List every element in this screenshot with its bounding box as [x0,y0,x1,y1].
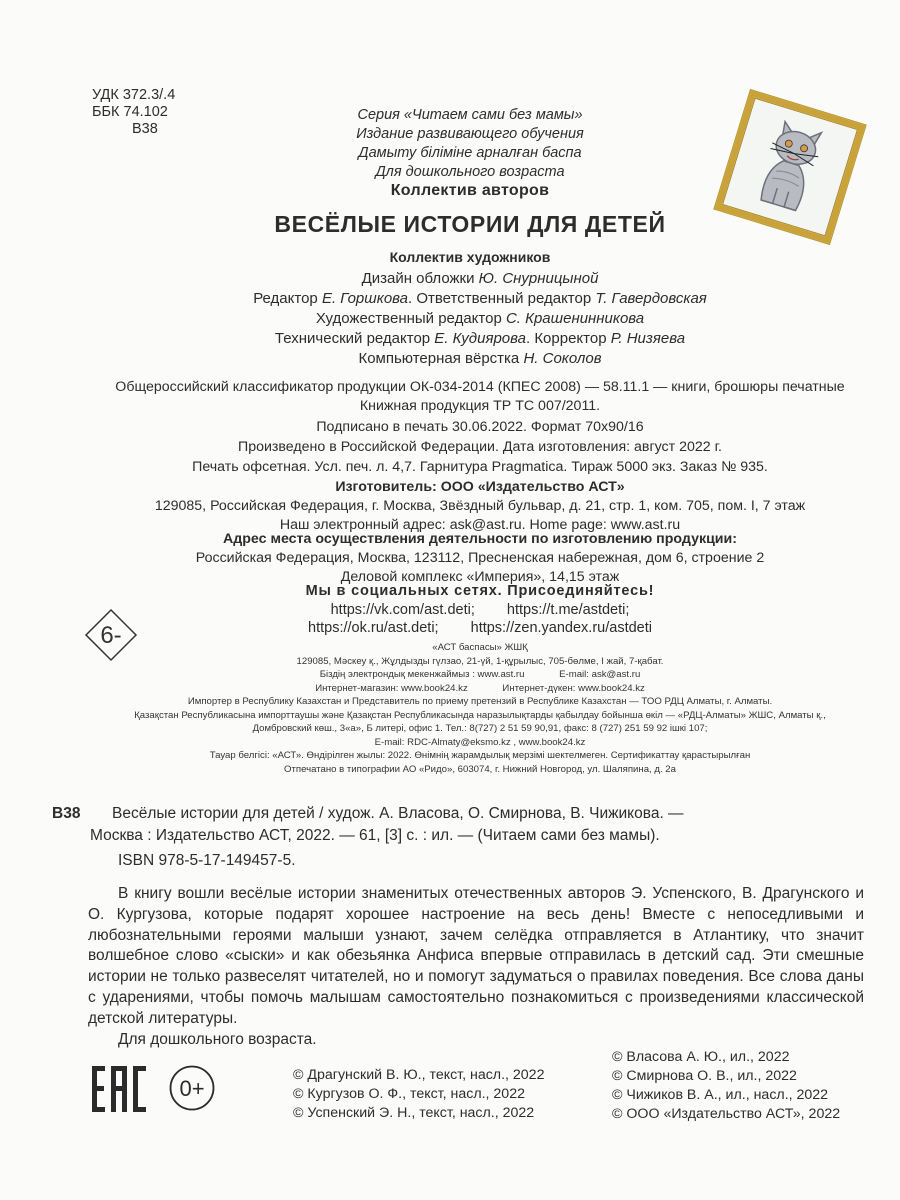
bibliographic-record [52,803,862,847]
isbn: ISBN 978-5-17-149457-5. [118,852,296,869]
credit-name: Р. Низяева [610,330,686,347]
kz-shop-row [80,682,880,696]
circle-icon [169,1065,215,1111]
social-row [180,619,780,638]
credit-line [180,269,780,289]
credit-name: Е. Горшкова [321,290,408,307]
credit-role: Дизайн обложки [361,270,479,287]
bib-line [52,803,862,825]
collective-artists: Коллектив художников [389,249,551,265]
production-site-title: Адрес места осуществления деятельности по изготовлению продукции: [223,531,737,547]
credit-line [180,329,780,349]
credit-line [180,349,780,369]
kz-line: Тауар белгісі: «АСТ». Өндірілген жылы: 2022. Өнімнің жарамдылық мерзімі шектелмеген. Сертификаттау қарастырылған [209,750,751,761]
catalog-codes [92,87,175,138]
credit-role: . Ответственный редактор [408,290,596,307]
credit-name: С. Крашенинникова [505,310,645,327]
copyrights-illustrations [612,1048,840,1124]
cat-icon [722,98,858,237]
manufacturer [80,478,880,535]
annotation [88,884,864,1050]
bib-text: Весёлые истории для детей / худож. А. Власова, О. Смирнова, В. Чижикова. — [112,805,684,822]
print-info-line: Произведено в Российской Федерации. Дата изготовления: август 2022 г. [238,439,722,455]
credit-role: . Корректор [525,330,611,347]
credit-line [180,309,780,329]
production-site [80,530,880,587]
age-rating-0-badge [169,1065,215,1111]
production-site-line: Российская Федерация, Москва, 123112, Пресненская набережная, дом 6, строение 2 [195,550,765,566]
book-title: ВЕСЁЛЫЕ ИСТОРИИ ДЛЯ ДЕТЕЙ [274,211,666,237]
credit-name: Т. Гавердовская [595,290,707,307]
eac-mark [92,1066,146,1112]
credit-line [180,289,780,309]
copyright-line: © Кургузов О. Ф., текст, насл., 2022 [293,1086,525,1102]
credit-role: Редактор [253,290,322,307]
kazakhstan-info [80,641,880,776]
bbk-code: ББК 74.102 [92,104,168,120]
copyright-line: © Чижиков В. А., ил., насл., 2022 [612,1087,829,1103]
annotation-age: Для дошкольного возраста. [118,1030,317,1048]
series-line: Издание развивающего обучения [356,126,584,142]
link-ok[interactable]: https://ok.ru/ast.deti; [308,620,439,636]
manufacturer-address: 129085, Российская Федерация, г. Москва, Звёздный бульвар, д. 21, стр. 1, ком. 705, пом. I, 7 этаж [154,498,806,514]
kz-line: 129085, Мәскеу қ., Жұлдызды гүлзао, 21-үй, 1-құрылыс, 705-бөлме, I жай, 7-қабат. [296,655,664,667]
manufacturer-title: Изготовитель: ООО «Издательство АСТ» [335,479,625,495]
copyrights-text [293,1066,544,1123]
kz-line: Қазақстан Республикасына импорттаушы және Қазақстан Республикасында наразылықтарды қабылдау бойынша өкіл — «РДЦ-Алматы» ЖШС, Алматы қ., [134,709,826,721]
copyright-line: © Драгунский В. Ю., текст, насл., 2022 [293,1067,545,1083]
production-site-line: Деловой комплекс «Империя», 14,15 этаж [340,569,620,585]
link-telegram[interactable]: https://t.me/astdeti; [506,601,630,618]
udk-code: УДК 372.3/.4 [92,87,176,103]
copyright-line: © Власова А. Ю., ил., 2022 [612,1049,790,1065]
classifier-line: Книжная продукция ТР ТС 007/2011. [359,398,601,414]
kz-line: Домбровский көш., 3«а», Б литері, офис 1. Тел.: 8(727) 2 51 59 90,91, факс: 8 (727) 251 59 92 ішкі 107; [252,723,708,734]
classifier-line: Общероссийский классификатор продукции ОК-034-2014 (КПЕС 2008) — 58.11.1 — книги, брошюры печатные [115,379,845,395]
series-info [300,106,640,182]
credit-name: Н. Соколов [523,350,602,367]
author-mark: В38 [132,121,158,137]
credit-name: Е. Кудиярова [434,330,526,347]
kz-line: «АСТ баспасы» ЖШҚ [432,642,528,653]
bib-line: Москва : Издательство АСТ, 2022. — 61, [3] с. : ил. — (Читаем сами без мамы). [90,827,660,844]
credits [180,269,780,369]
social-row [180,601,780,620]
bib-code: В38 [52,805,81,822]
product-classifier [80,378,880,416]
credit-role: Компьютерная вёрстка [358,350,524,367]
series-line: Серия «Читаем сами без мамы» [357,107,583,123]
social-networks [180,582,780,638]
kz-line: Импортер в Республику Казахстан и Представитель по приему претензий в Республике Казахстан — ТОО РДЦ Алматы, г. Алматы. [187,696,773,707]
kz-shop-kz: Интернет-дүкен: www.book24.kz [502,682,645,694]
social-title: Мы в социальных сетях. Присоединяйтесь! [305,583,655,599]
collective-authors: Коллектив авторов [390,182,550,199]
series-line: Дамыту біліміне арналған баспа [358,145,582,161]
print-info-line: Подписано в печать 30.06.2022. Формат 70x90/16 [316,419,644,435]
credit-role: Технический редактор [274,330,435,347]
age-rating-label: 0+ [179,1076,205,1101]
link-zen[interactable]: https://zen.yandex.ru/astdeti [470,620,652,636]
copyright-line: © ООО «Издательство АСТ», 2022 [612,1106,841,1122]
copyright-line: © Смирнова О. В., ил., 2022 [612,1068,797,1084]
print-info-line: Печать офсетная. Усл. печ. л. 4,7. Гарнитура Pragmatica. Тираж 5000 экз. Заказ № 935. [192,459,768,475]
link-vk[interactable]: https://vk.com/ast.deti; [330,601,475,618]
kz-email: E-mail: ask@ast.ru [559,669,641,680]
kz-shop: Интернет-магазин: www.book24.kz [315,682,468,694]
print-info [80,417,880,477]
kz-email-row [80,668,880,682]
eac-icon [92,1066,146,1112]
manufacturer-contacts: Наш электронный адрес: ask@ast.ru. Home page: www.ast.ru [279,517,681,533]
kz-site: Біздің электрондық мекенжаймыз : www.ast.ru [319,669,525,680]
credit-name: Ю. Снурницыной [478,270,599,287]
kz-line: E-mail: RDC-Almaty@eksmo.kz , www.book24.kz [374,736,586,748]
copyright-line: © Успенский Э. Н., текст, насл., 2022 [293,1105,535,1121]
credit-role: Художественный редактор [315,310,506,327]
age-rating-label: 6- [100,622,122,649]
kz-line: Отпечатано в типографии АО «Ридо», 603074, г. Нижний Новгород, ул. Шаляпина, д. 2а [284,763,676,775]
annotation-body: В книгу вошли весёлые истории знаменитых отечественных авторов Э. Успенского, В. Драгунского и О. Кургузова, которые подарят хорошее настроение на весь день! Вместе с непоседливыми и любознательными героями малыши узнают, зачем селёдка отправляется в Атлантику, что значит волшебное слово «сыски» и как обезьянка Анфиса впервые отправилась в детский сад. Эти смешные истории не только развеселят читателей, но и помогут задуматься о правилах поведения. Все слова даны с ударениями, чтобы помочь малышам самостоятельно познакомиться с произведениями классической детской литературы. [88,885,864,1027]
series-line: Для дошкольного возраста [375,164,565,180]
